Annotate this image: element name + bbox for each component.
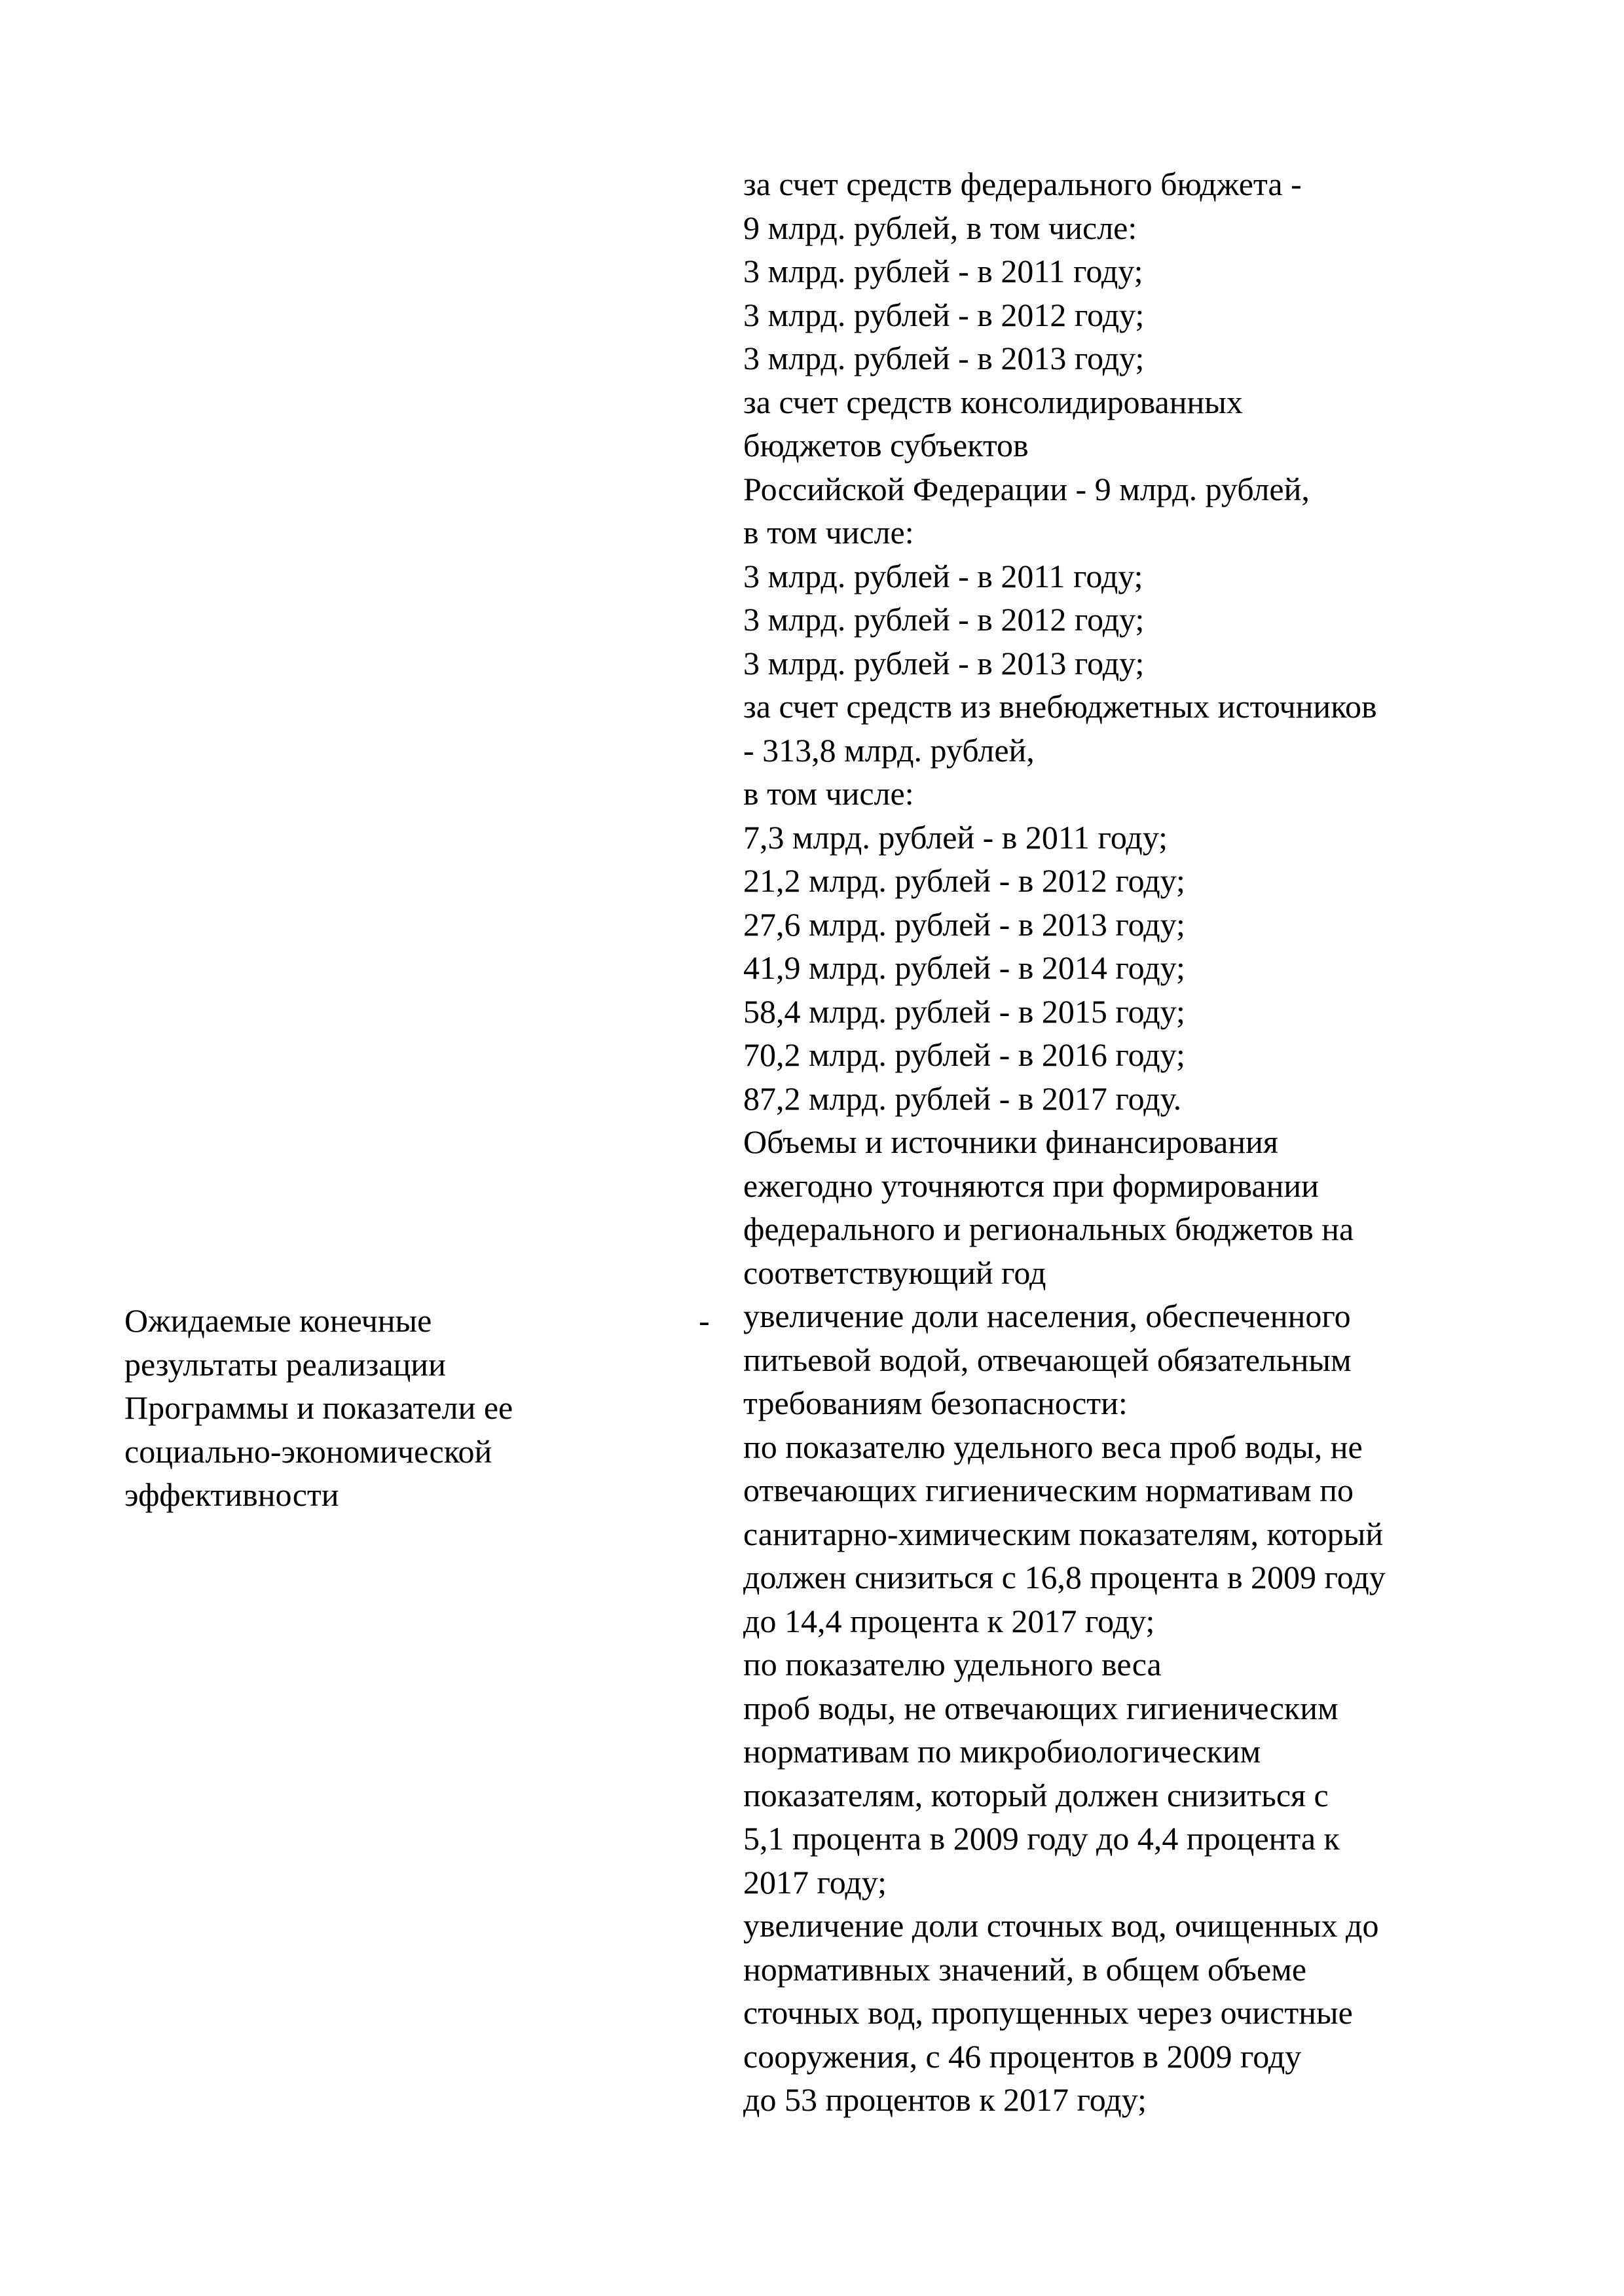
text-line: по показателю удельного веса проб воды, не <box>743 1428 1363 1465</box>
text-line: отвечающих гигиеническим нормативам по <box>743 1472 1354 1508</box>
label-line: социально-экономической <box>124 1432 492 1470</box>
text-line: за счет средств из внебюджетных источников <box>743 688 1377 725</box>
text-line: должен снизиться с 16,8 процента в 2009 году <box>743 1559 1386 1595</box>
text-line: 3 млрд. рублей - в 2013 году; <box>743 644 1145 682</box>
text-line: 87,2 млрд. рублей - в 2017 году. <box>743 1080 1182 1117</box>
text-line: 27,6 млрд. рублей - в 2013 году; <box>743 905 1185 943</box>
text-line: нормативных значений, в общем объеме <box>743 1950 1307 1988</box>
text-line: за счет средств консолидированных <box>743 383 1243 420</box>
text-line: по показателю удельного веса <box>743 1646 1162 1683</box>
text-line: увеличение доли сточных вод, очищенных до <box>743 1907 1379 1944</box>
text-line: 9 млрд. рублей, в том числе: <box>743 209 1137 246</box>
text-line: до 14,4 процента к 2017 году; <box>743 1602 1155 1639</box>
text-line: 2017 году; <box>743 1863 887 1901</box>
text-line: бюджетов субъектов <box>743 427 1029 464</box>
text-line: питьевой водой, отвечающей обязательным <box>743 1341 1352 1378</box>
right-column-text <box>743 162 1386 2122</box>
label-line: Ожидаемые конечные <box>124 1302 432 1339</box>
text-line: федерального и региональных бюджетов на <box>743 1211 1354 1247</box>
text-line: 3 млрд. рублей - в 2013 году; <box>743 340 1145 376</box>
text-line: проб воды, не отвечающих гигиеническим <box>743 1689 1338 1726</box>
text-line: - 313,8 млрд. рублей, <box>743 731 1035 769</box>
text-line: 21,2 млрд. рублей - в 2012 году; <box>743 862 1185 899</box>
label-line: результаты реализации <box>124 1345 446 1383</box>
text-line: сооружения, с 46 процентов в 2009 году <box>743 2037 1302 2075</box>
text-line: до 53 процентов к 2017 году; <box>743 2081 1147 2118</box>
text-line: Российской Федерации - 9 млрд. рублей, <box>743 470 1310 507</box>
text-line: соответствующий год <box>743 1254 1046 1291</box>
text-line: нормативам по микробиологическим <box>743 1733 1261 1770</box>
text-line: 3 млрд. рублей - в 2011 году; <box>743 253 1143 289</box>
text-line: 7,3 млрд. рублей - в 2011 году; <box>743 818 1168 856</box>
text-line: ежегодно уточняются при формировании <box>743 1167 1319 1204</box>
text-line: 3 млрд. рублей - в 2011 году; <box>743 557 1143 594</box>
text-line: 58,4 млрд. рублей - в 2015 году; <box>743 993 1185 1030</box>
text-line: увеличение доли населения, обеспеченного <box>743 1298 1351 1334</box>
text-line: в том числе: <box>743 775 914 812</box>
text-line: за счет средств федерального бюджета - <box>743 166 1302 202</box>
text-line: санитарно-химическим показателям, который <box>743 1515 1384 1552</box>
text-line: требованиям безопасности: <box>743 1385 1128 1421</box>
text-line: показателям, который должен снизиться с <box>743 1776 1329 1813</box>
text-line: 3 млрд. рублей - в 2012 году; <box>743 601 1145 638</box>
text-line: 41,9 млрд. рублей - в 2014 году; <box>743 949 1185 986</box>
label-line: эффективности <box>124 1476 339 1513</box>
text-line: 70,2 млрд. рублей - в 2016 году; <box>743 1036 1185 1073</box>
text-line: в том числе: <box>743 514 914 551</box>
label-line: Программы и показатели ее <box>124 1389 513 1426</box>
text-line: сточных вод, пропущенных через очистные <box>743 1994 1353 2031</box>
row-separator-dash: - <box>699 1302 710 1339</box>
results-row-label <box>124 1299 513 1517</box>
text-line: 3 млрд. рублей - в 2012 году; <box>743 296 1145 333</box>
text-line: Объемы и источники финансирования <box>743 1123 1278 1160</box>
text-line: 5,1 процента в 2009 году до 4,4 процента к <box>743 1820 1340 1857</box>
